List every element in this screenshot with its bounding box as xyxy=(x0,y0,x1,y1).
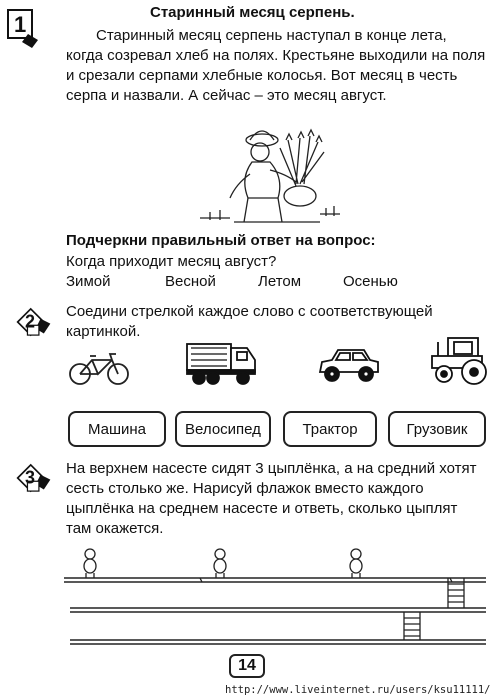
answer-autumn[interactable]: Осенью xyxy=(343,273,398,290)
task1-title: Старинный месяц серпень. xyxy=(150,4,355,21)
question-text: Когда приходит месяц август? xyxy=(66,253,277,270)
chick-icon xyxy=(214,549,226,578)
chick-icon xyxy=(84,549,96,578)
task1-story: Старинный месяц серпень наступал в конце лета, когда созревал хлеб на полях. Крестьяне выходили на поля и срезали серпами хлебные колосья. Вот месяц в честь серпа и назвали. А сейчас – это месяц август. xyxy=(66,27,486,104)
page-number: 14 xyxy=(229,654,265,678)
peasant-reaping-illustration xyxy=(200,118,340,226)
answer-summer[interactable]: Летом xyxy=(258,273,302,290)
car-picture[interactable] xyxy=(316,344,380,384)
task-number-badge-3 xyxy=(16,458,52,498)
word-box-tractor[interactable]: Трактор xyxy=(283,411,377,447)
question-title: Подчеркни правильный ответ на вопрос: xyxy=(66,232,376,249)
bicycle-picture[interactable] xyxy=(68,352,130,386)
task-number-3: 3 xyxy=(25,467,36,488)
task-number-2: 2 xyxy=(25,311,36,332)
answer-winter[interactable]: Зимой xyxy=(66,273,111,290)
word-box-bicycle[interactable]: Велосипед xyxy=(175,411,271,447)
chick-icon xyxy=(350,549,362,578)
answer-spring[interactable]: Весной xyxy=(165,273,216,290)
chicken-perches-scene xyxy=(60,542,490,648)
tractor-picture[interactable] xyxy=(428,334,488,386)
word-box-truck[interactable]: Грузовик xyxy=(388,411,486,447)
task-number-badge-2 xyxy=(16,302,52,342)
task-number-badge-1 xyxy=(6,8,42,48)
task3-instruction: На верхнем насесте сидят 3 цыплёнка, а на средний хотят сесть столько же. Нарисуй флажок вместо каждого цыплёнка на среднем насесте и ответь, сколько цыплят там окажется. xyxy=(66,460,477,537)
task2-instruction: Соедини стрелкой каждое слово с соответствующей картинкой. xyxy=(66,303,433,340)
task-number-1: 1 xyxy=(14,12,27,37)
source-url[interactable]: http://www.liveinternet.ru/users/ksu11111/ xyxy=(225,684,491,696)
truck-picture[interactable] xyxy=(185,336,259,386)
word-box-car[interactable]: Машина xyxy=(68,411,166,447)
